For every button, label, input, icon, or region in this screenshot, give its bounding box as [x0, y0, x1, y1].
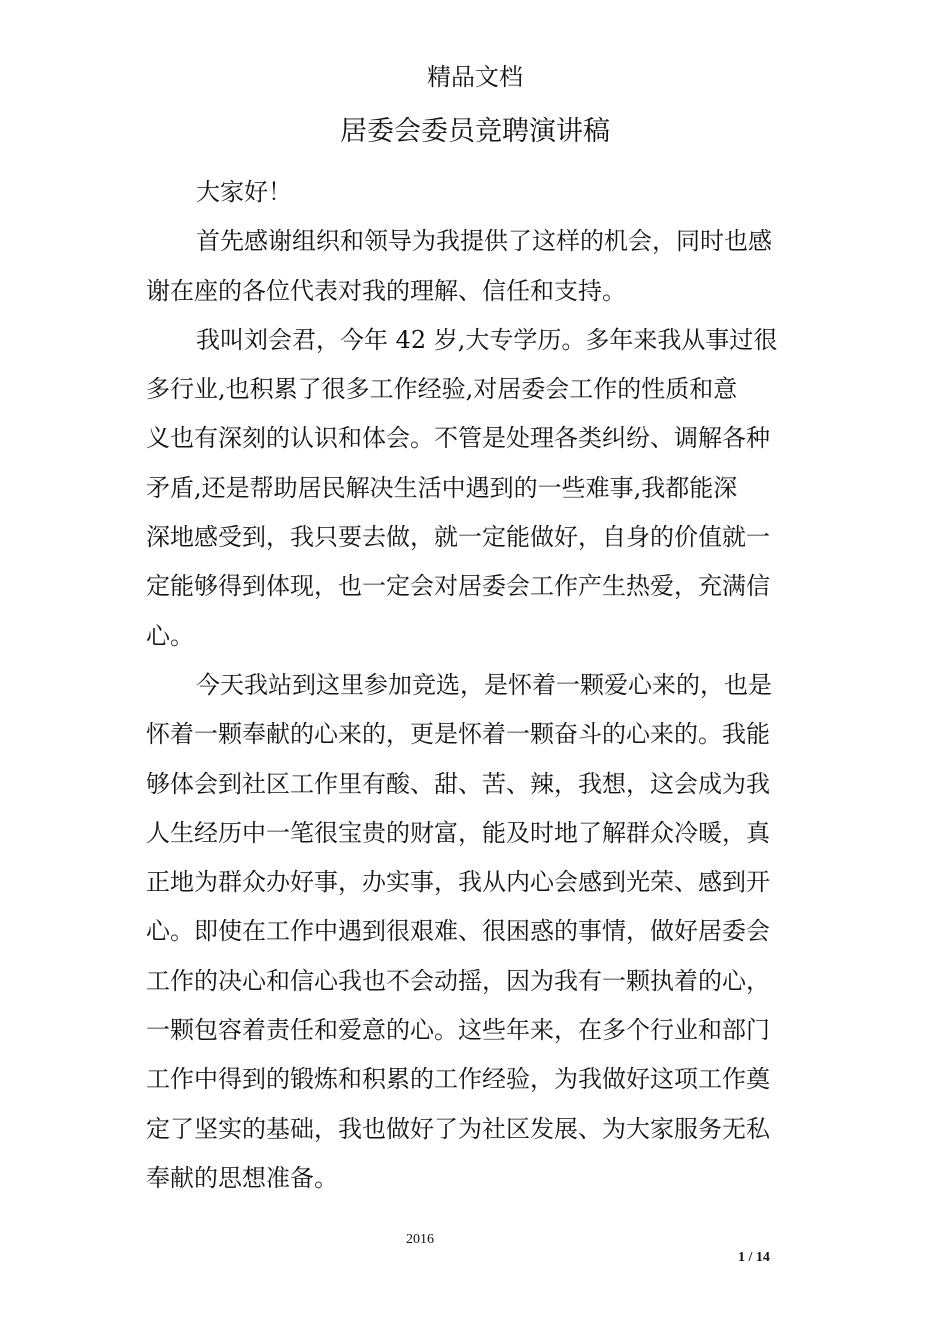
paragraph-line: 人生经历中一笔很宝贵的财富，能及时地了解群众冷暖，真	[146, 818, 770, 847]
paragraph-line: 正地为群众办好事，办实事，我从内心会感到光荣、感到开	[146, 868, 770, 897]
paragraph-line: 定能够得到体现，也一定会对居委会工作产生热爱，充满信	[146, 572, 770, 601]
paragraph-line: 谢在座的各位代表对我的理解、信任和支持。	[146, 276, 626, 305]
paragraph-line: 工作的决心和信心我也不会动摇，因为我有一颗执着的心，	[146, 966, 770, 995]
footer-year: 2016	[406, 1232, 434, 1247]
paragraph-line: 心。即使在工作中遇到很艰难、很困惑的事情，做好居委会	[146, 917, 770, 946]
page-number: 1 / 14	[738, 1250, 770, 1265]
paragraph-line: 奉献的思想准备。	[146, 1163, 338, 1192]
paragraph-line: 定了坚实的基础，我也做好了为社区发展、为大家服务无私	[146, 1114, 770, 1143]
document-title: 居委会委员竞聘演讲稿	[340, 116, 610, 147]
paragraph-line: 义也有深刻的认识和体会。不管是处理各类纠纷、调解各种	[146, 424, 770, 453]
paragraph-line: 怀着一颗奉献的心来的，更是怀着一颗奋斗的心来的。我能	[146, 720, 770, 749]
paragraph-line: 大家好！	[196, 178, 292, 206]
document-header: 精品文档	[427, 63, 523, 91]
paragraph-line: 多行业,也积累了很多工作经验,对居委会工作的性质和意	[146, 375, 738, 404]
paragraph-line: 今天我站到这里参加竞选，是怀着一颗爱心来的，也是	[196, 670, 772, 699]
paragraph-line: 工作中得到的锻炼和积累的工作经验，为我做好这项工作奠	[146, 1065, 770, 1094]
paragraph-line: 首先感谢组织和领导为我提供了这样的机会，同时也感	[196, 227, 772, 256]
paragraph-line: 心。	[146, 621, 194, 650]
paragraph-line: 矛盾,还是帮助居民解决生活中遇到的一些难事,我都能深	[146, 473, 738, 502]
document-body	[146, 168, 836, 1203]
paragraph-line: 够体会到社区工作里有酸、甜、苦、辣，我想，这会成为我	[146, 769, 770, 798]
paragraph-line: 一颗包容着责任和爱意的心。这些年来，在多个行业和部门	[146, 1016, 770, 1045]
paragraph-line: 深地感受到，我只要去做，就一定能做好，自身的价值就一	[146, 523, 770, 552]
paragraph-line: 我叫刘会君，今年 42 岁,大专学历。多年来我从事过很	[196, 325, 778, 354]
